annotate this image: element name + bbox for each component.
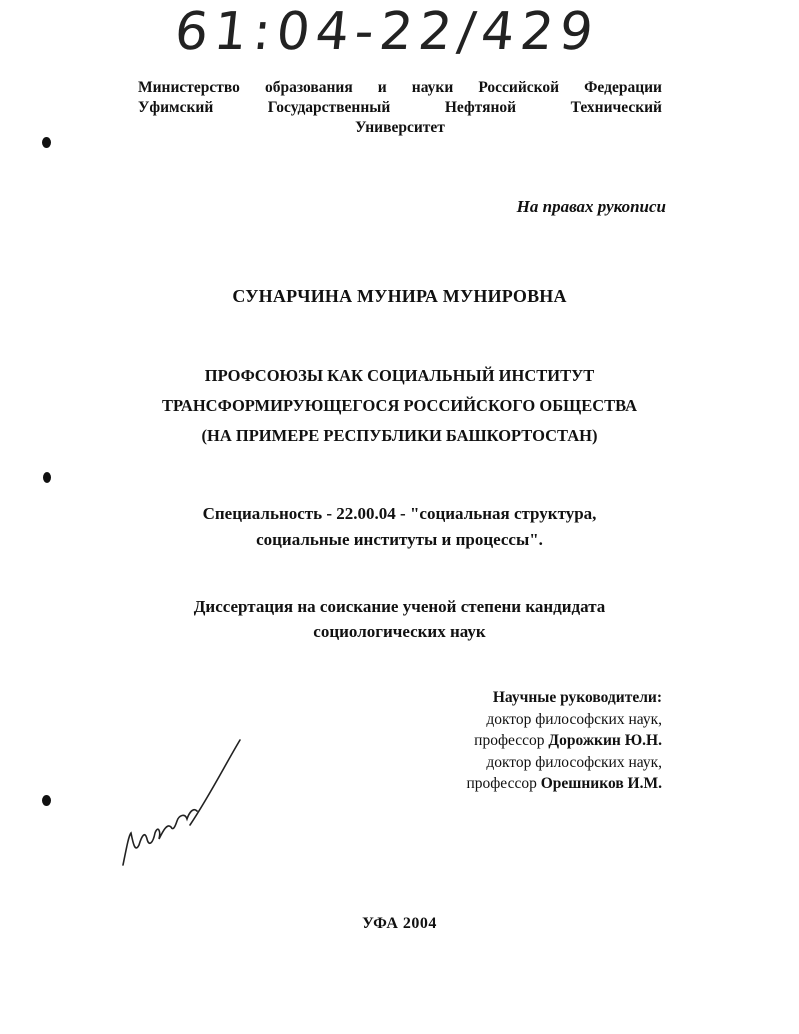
advisors-heading: Научные руководители: xyxy=(492,689,662,706)
advisors-block xyxy=(466,687,662,795)
dissertation-title xyxy=(0,361,799,451)
advisor-2-title: профессор xyxy=(466,775,537,792)
advisor-1-title: профессор xyxy=(474,732,545,749)
advisor-1 xyxy=(466,730,662,752)
manuscript-note: На правах рукописи xyxy=(516,197,666,216)
archive-number-stamp: 61:04-22/429 xyxy=(171,2,602,62)
title-line-2: ТРАНСФОРМИРУЮЩЕГОСЯ РОССИЙСКОГО ОБЩЕСТВА xyxy=(161,396,638,415)
title-line-1: ПРОФСОЮЗЫ КАК СОЦИАЛЬНЫЙ ИНСТИТУТ xyxy=(204,366,595,385)
degree-block xyxy=(0,594,799,644)
city-year: УФА 2004 xyxy=(362,915,437,932)
advisor-2 xyxy=(466,773,662,795)
university-line: Уфимский Государственный Нефтяной Технический xyxy=(138,99,662,116)
ministry-line: Министерство образования и науки Российской Федерации xyxy=(138,79,662,96)
specialty-block xyxy=(0,501,799,553)
specialty-line-1: Специальность - 22.00.04 - "социальная структура, xyxy=(202,504,597,523)
specialty-line-2: социальные институты и процессы". xyxy=(256,530,543,549)
degree-line-2: социологических наук xyxy=(313,622,486,641)
degree-line-1: Диссертация на соискание ученой степени кандидата xyxy=(193,597,606,616)
author-name: СУНАРЧИНА МУНИРА МУНИРОВНА xyxy=(232,286,567,306)
handwritten-signature xyxy=(115,735,255,875)
title-line-3: (НА ПРИМЕРЕ РЕСПУБЛИКИ БАШКОРТОСТАН) xyxy=(201,426,598,445)
punch-hole-mark xyxy=(42,137,51,148)
punch-hole-mark xyxy=(43,472,51,483)
university-line-2: Университет xyxy=(355,119,445,136)
institution-header xyxy=(138,78,662,138)
punch-hole-mark xyxy=(42,795,51,806)
advisor-2-degree: доктор философских наук, xyxy=(486,753,662,771)
advisor-1-degree: доктор философских наук, xyxy=(486,710,662,728)
advisor-1-name: Дорожкин Ю.Н. xyxy=(548,732,662,749)
advisor-2-name: Орешников И.М. xyxy=(540,775,662,792)
